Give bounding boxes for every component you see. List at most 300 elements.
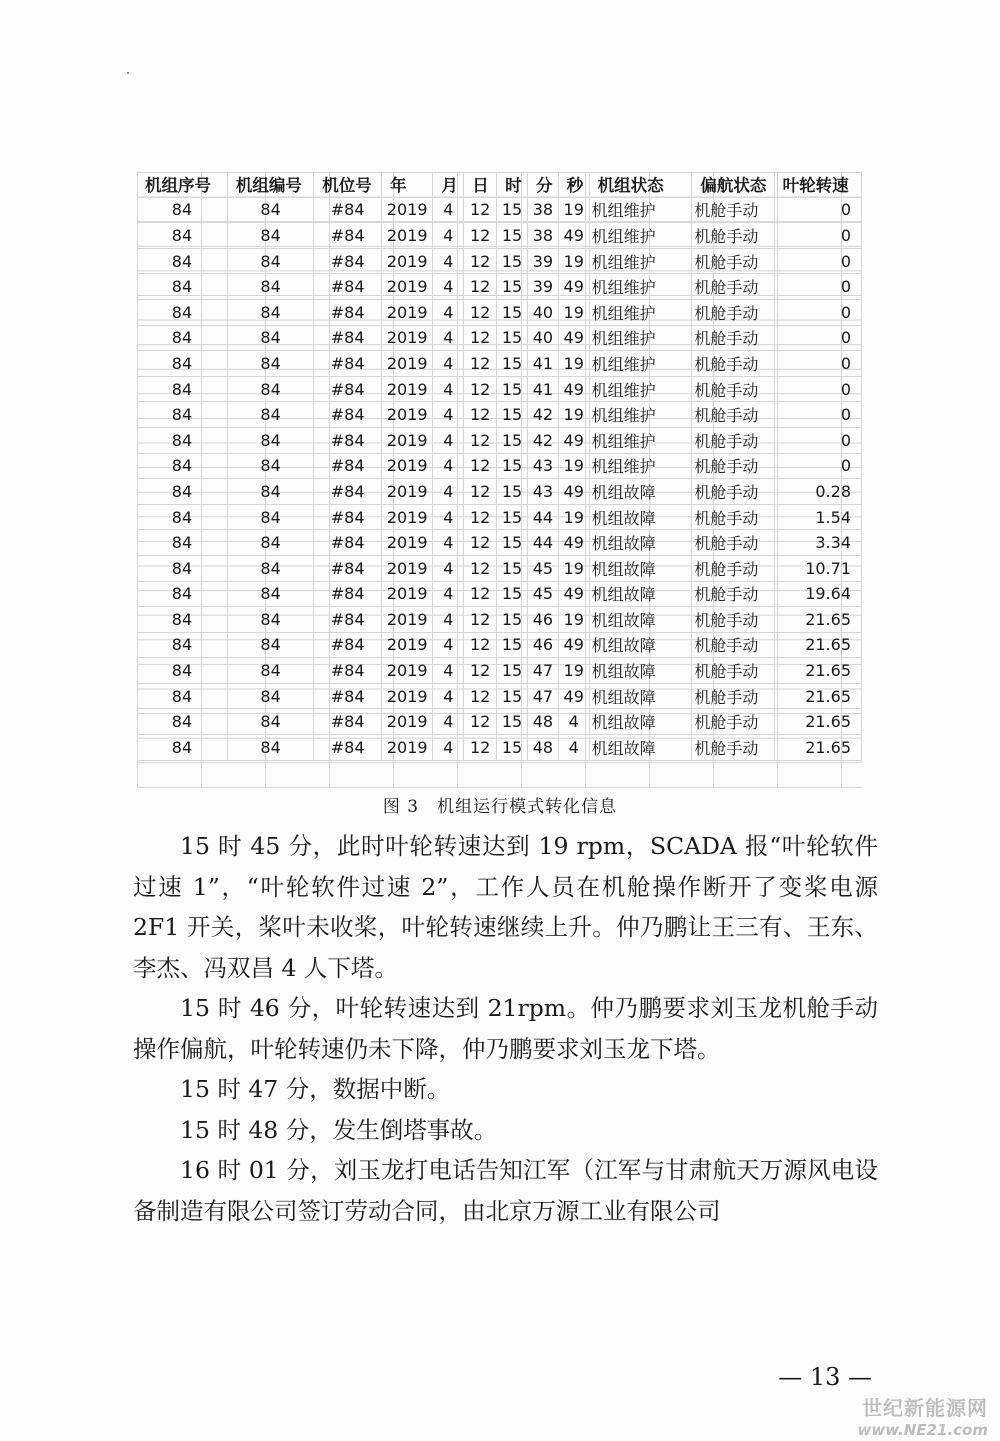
- cell-unit-code: 84: [227, 479, 313, 505]
- cell-day: 12: [464, 223, 497, 249]
- cell-second: 4: [558, 735, 589, 761]
- cell-year: 2019: [382, 658, 433, 684]
- cell-rotor-speed: 0: [774, 197, 861, 223]
- cell-rotor-speed: 0.28: [774, 479, 861, 505]
- cell-unit-status: 机组维护: [589, 223, 692, 249]
- cell-rotor-speed: 21.65: [774, 709, 861, 735]
- cell-unit-seq: 84: [137, 351, 227, 377]
- cell-second: 49: [558, 223, 589, 249]
- cell-hour: 15: [497, 274, 528, 300]
- cell-yaw-status: 机舱手动: [692, 248, 774, 274]
- cell-day: 12: [464, 248, 497, 274]
- cell-minute: 39: [527, 248, 558, 274]
- cell-unit-status: 机组维护: [589, 197, 692, 223]
- cell-year: 2019: [382, 632, 433, 658]
- header-day: 日: [464, 172, 497, 197]
- header-minute: 分: [527, 172, 558, 197]
- cell-position-no: #84: [314, 632, 382, 658]
- cell-unit-status: 机组维护: [589, 453, 692, 479]
- cell-unit-status: 机组维护: [589, 351, 692, 377]
- cell-hour: 15: [497, 709, 528, 735]
- table-row: [137, 274, 862, 300]
- cell-day: 12: [464, 709, 497, 735]
- cell-rotor-speed: 21.65: [774, 607, 861, 633]
- cell-hour: 15: [497, 351, 528, 377]
- cell-hour: 15: [497, 197, 528, 223]
- cell-hour: 15: [497, 479, 528, 505]
- cell-position-no: #84: [314, 197, 382, 223]
- cell-day: 12: [464, 632, 497, 658]
- cell-yaw-status: 机舱手动: [692, 325, 774, 351]
- cell-minute: 42: [527, 402, 558, 428]
- cell-second: 49: [558, 427, 589, 453]
- table-row: [137, 223, 862, 249]
- cell-position-no: #84: [314, 555, 382, 581]
- table-row: [137, 325, 862, 351]
- cell-month: 4: [433, 351, 464, 377]
- cell-yaw-status: 机舱手动: [692, 351, 774, 377]
- cell-position-no: #84: [314, 402, 382, 428]
- cell-year: 2019: [382, 683, 433, 709]
- table-row: [137, 248, 862, 274]
- cell-rotor-speed: 21.65: [774, 658, 861, 684]
- cell-minute: 46: [527, 607, 558, 633]
- table-header-row: [137, 172, 862, 197]
- cell-position-no: #84: [314, 658, 382, 684]
- cell-minute: 40: [527, 325, 558, 351]
- table-row: [137, 376, 862, 402]
- cell-second: 19: [558, 658, 589, 684]
- header-position-no: 机位号: [314, 172, 382, 197]
- cell-yaw-status: 机舱手动: [692, 223, 774, 249]
- cell-unit-status: 机组维护: [589, 299, 692, 325]
- data-table-grid: [137, 172, 862, 788]
- cell-unit-seq: 84: [137, 223, 227, 249]
- cell-minute: 48: [527, 709, 558, 735]
- cell-year: 2019: [382, 607, 433, 633]
- table-row: [137, 479, 862, 505]
- figure-caption: 图 3 机组运行模式转化信息: [382, 797, 618, 817]
- cell-unit-seq: 84: [137, 530, 227, 556]
- header-unit-status: 机组状态: [589, 172, 692, 197]
- cell-unit-seq: 84: [137, 427, 227, 453]
- cell-yaw-status: 机舱手动: [692, 427, 774, 453]
- cell-minute: 45: [527, 555, 558, 581]
- cell-minute: 46: [527, 632, 558, 658]
- cell-year: 2019: [382, 479, 433, 505]
- cell-unit-status: 机组维护: [589, 376, 692, 402]
- cell-rotor-speed: 0: [774, 453, 861, 479]
- cell-minute: 47: [527, 658, 558, 684]
- cell-unit-status: 机组维护: [589, 402, 692, 428]
- watermark-title: 世纪新能源网: [862, 1396, 988, 1420]
- cell-unit-seq: 84: [137, 248, 227, 274]
- header-hour: 时: [497, 172, 528, 197]
- cell-unit-code: 84: [227, 504, 313, 530]
- cell-year: 2019: [382, 530, 433, 556]
- cell-unit-code: 84: [227, 197, 313, 223]
- cell-second: 19: [558, 555, 589, 581]
- cell-minute: 41: [527, 351, 558, 377]
- cell-position-no: #84: [314, 479, 382, 505]
- table-row: [137, 607, 862, 633]
- cell-yaw-status: 机舱手动: [692, 504, 774, 530]
- paragraph-1601: 16 时 01 分，刘玉龙打电话告知江军（江军与甘肃航天万源风电设备制造有限公司签订劳动合同，由北京万源工业有限公司: [133, 1156, 878, 1225]
- cell-month: 4: [433, 223, 464, 249]
- paragraph-1545: 15 时 45 分，此时叶轮转速达到 19 rpm，SCADA 报“叶轮软件过速 1”，“叶轮软件过速 2”，工作人员在机舱操作断开了变桨电源 2F1 开关，桨叶未收桨，叶轮转速继续上升。仲乃鹏让王三有、王东、李杰、冯双昌 4 人下塔。: [133, 832, 878, 982]
- table-row: [137, 453, 862, 479]
- cell-hour: 15: [497, 402, 528, 428]
- cell-second: 49: [558, 325, 589, 351]
- cell-unit-code: 84: [227, 453, 313, 479]
- cell-unit-code: 84: [227, 351, 313, 377]
- cell-yaw-status: 机舱手动: [692, 453, 774, 479]
- cell-yaw-status: 机舱手动: [692, 555, 774, 581]
- table-row: [137, 197, 862, 223]
- cell-yaw-status: 机舱手动: [692, 530, 774, 556]
- cell-yaw-status: 机舱手动: [692, 632, 774, 658]
- cell-year: 2019: [382, 427, 433, 453]
- cell-position-no: #84: [314, 427, 382, 453]
- watermark-url: www.NE21.com: [857, 1421, 988, 1439]
- cell-month: 4: [433, 632, 464, 658]
- cell-unit-seq: 84: [137, 453, 227, 479]
- table-row: [137, 555, 862, 581]
- cell-unit-status: 机组故障: [589, 658, 692, 684]
- table-row: [137, 299, 862, 325]
- cell-unit-status: 机组维护: [589, 274, 692, 300]
- cell-month: 4: [433, 376, 464, 402]
- cell-day: 12: [464, 274, 497, 300]
- cell-unit-seq: 84: [137, 632, 227, 658]
- cell-unit-seq: 84: [137, 709, 227, 735]
- cell-hour: 15: [497, 607, 528, 633]
- cell-month: 4: [433, 504, 464, 530]
- cell-year: 2019: [382, 504, 433, 530]
- cell-yaw-status: 机舱手动: [692, 607, 774, 633]
- cell-month: 4: [433, 453, 464, 479]
- cell-unit-seq: 84: [137, 376, 227, 402]
- page-number: — 13 —: [778, 1363, 872, 1391]
- cell-month: 4: [433, 402, 464, 428]
- cell-hour: 15: [497, 248, 528, 274]
- cell-yaw-status: 机舱手动: [692, 197, 774, 223]
- cell-month: 4: [433, 197, 464, 223]
- cell-yaw-status: 机舱手动: [692, 683, 774, 709]
- cell-unit-code: 84: [227, 709, 313, 735]
- cell-unit-seq: 84: [137, 325, 227, 351]
- cell-day: 12: [464, 376, 497, 402]
- cell-second: 49: [558, 530, 589, 556]
- cell-position-no: #84: [314, 274, 382, 300]
- cell-hour: 15: [497, 581, 528, 607]
- cell-year: 2019: [382, 325, 433, 351]
- cell-month: 4: [433, 683, 464, 709]
- cell-minute: 44: [527, 530, 558, 556]
- cell-year: 2019: [382, 709, 433, 735]
- header-rotor-speed: 叶轮转速: [774, 172, 861, 197]
- paragraph-1547: 15 时 47 分，数据中断。: [180, 1075, 451, 1103]
- cell-unit-status: 机组维护: [589, 427, 692, 453]
- cell-hour: 15: [497, 555, 528, 581]
- cell-unit-seq: 84: [137, 658, 227, 684]
- cell-unit-seq: 84: [137, 402, 227, 428]
- cell-second: 19: [558, 504, 589, 530]
- cell-day: 12: [464, 683, 497, 709]
- cell-second: 19: [558, 607, 589, 633]
- cell-second: 49: [558, 274, 589, 300]
- cell-year: 2019: [382, 581, 433, 607]
- cell-day: 12: [464, 658, 497, 684]
- cell-rotor-speed: 21.65: [774, 632, 861, 658]
- site-watermark: [857, 1392, 988, 1439]
- cell-rotor-speed: 0: [774, 299, 861, 325]
- cell-unit-seq: 84: [137, 555, 227, 581]
- cell-unit-code: 84: [227, 658, 313, 684]
- paragraph-1546: 15 时 46 分，叶轮转速达到 21rpm。仲乃鹏要求刘玉龙机舱手动操作偏航，叶轮转速仍未下降，仲乃鹏要求刘玉龙下塔。: [133, 994, 878, 1063]
- cell-rotor-speed: 0: [774, 325, 861, 351]
- cell-unit-code: 84: [227, 555, 313, 581]
- cell-yaw-status: 机舱手动: [692, 581, 774, 607]
- cell-yaw-status: 机舱手动: [692, 274, 774, 300]
- cell-minute: 42: [527, 427, 558, 453]
- cell-unit-code: 84: [227, 427, 313, 453]
- table-row: [137, 530, 862, 556]
- cell-unit-code: 84: [227, 402, 313, 428]
- cell-day: 12: [464, 530, 497, 556]
- cell-minute: 43: [527, 453, 558, 479]
- cell-rotor-speed: 0: [774, 248, 861, 274]
- cell-year: 2019: [382, 555, 433, 581]
- cell-month: 4: [433, 581, 464, 607]
- table-row: [137, 735, 862, 761]
- cell-rotor-speed: 0: [774, 402, 861, 428]
- cell-minute: 38: [527, 197, 558, 223]
- cell-rotor-speed: 0: [774, 223, 861, 249]
- cell-unit-seq: 84: [137, 581, 227, 607]
- table-row: [137, 351, 862, 377]
- table-row: [137, 709, 862, 735]
- cell-unit-code: 84: [227, 683, 313, 709]
- cell-unit-seq: 84: [137, 504, 227, 530]
- cell-hour: 15: [497, 504, 528, 530]
- cell-unit-code: 84: [227, 376, 313, 402]
- cell-minute: 44: [527, 504, 558, 530]
- cell-position-no: #84: [314, 735, 382, 761]
- cell-rotor-speed: 10.71: [774, 555, 861, 581]
- cell-second: 49: [558, 683, 589, 709]
- cell-day: 12: [464, 427, 497, 453]
- cell-minute: 40: [527, 299, 558, 325]
- cell-position-no: #84: [314, 581, 382, 607]
- cell-hour: 15: [497, 223, 528, 249]
- cell-second: 19: [558, 351, 589, 377]
- header-year: 年: [382, 172, 433, 197]
- cell-unit-status: 机组故障: [589, 632, 692, 658]
- cell-second: 49: [558, 479, 589, 505]
- cell-minute: 48: [527, 735, 558, 761]
- cell-unit-code: 84: [227, 632, 313, 658]
- cell-day: 12: [464, 453, 497, 479]
- cell-hour: 15: [497, 735, 528, 761]
- cell-unit-seq: 84: [137, 274, 227, 300]
- cell-rotor-speed: 0: [774, 427, 861, 453]
- cell-hour: 15: [497, 683, 528, 709]
- cell-day: 12: [464, 325, 497, 351]
- cell-second: 4: [558, 709, 589, 735]
- cell-position-no: #84: [314, 299, 382, 325]
- cell-day: 12: [464, 735, 497, 761]
- cell-month: 4: [433, 248, 464, 274]
- cell-month: 4: [433, 709, 464, 735]
- unit-status-table: [137, 172, 862, 761]
- cell-rotor-speed: 21.65: [774, 735, 861, 761]
- cell-unit-status: 机组故障: [589, 479, 692, 505]
- cell-second: 49: [558, 581, 589, 607]
- cell-unit-status: 机组故障: [589, 683, 692, 709]
- cell-year: 2019: [382, 351, 433, 377]
- cell-unit-status: 机组故障: [589, 709, 692, 735]
- table-row: [137, 402, 862, 428]
- cell-minute: 47: [527, 683, 558, 709]
- cell-minute: 39: [527, 274, 558, 300]
- header-second: 秒: [558, 172, 589, 197]
- cell-position-no: #84: [314, 248, 382, 274]
- cell-rotor-speed: 19.64: [774, 581, 861, 607]
- cell-hour: 15: [497, 530, 528, 556]
- cell-position-no: #84: [314, 351, 382, 377]
- cell-unit-code: 84: [227, 735, 313, 761]
- body-text: [133, 826, 878, 1231]
- cell-hour: 15: [497, 376, 528, 402]
- cell-second: 49: [558, 376, 589, 402]
- cell-unit-status: 机组故障: [589, 607, 692, 633]
- cell-second: 19: [558, 453, 589, 479]
- scan-speck: [127, 72, 129, 74]
- cell-position-no: #84: [314, 683, 382, 709]
- cell-minute: 41: [527, 376, 558, 402]
- table-row: [137, 581, 862, 607]
- cell-day: 12: [464, 555, 497, 581]
- cell-second: 19: [558, 248, 589, 274]
- cell-month: 4: [433, 325, 464, 351]
- cell-unit-seq: 84: [137, 299, 227, 325]
- cell-day: 12: [464, 299, 497, 325]
- cell-year: 2019: [382, 223, 433, 249]
- cell-rotor-speed: 0: [774, 376, 861, 402]
- cell-month: 4: [433, 274, 464, 300]
- cell-minute: 45: [527, 581, 558, 607]
- cell-yaw-status: 机舱手动: [692, 299, 774, 325]
- cell-day: 12: [464, 607, 497, 633]
- cell-position-no: #84: [314, 607, 382, 633]
- cell-month: 4: [433, 658, 464, 684]
- cell-unit-status: 机组维护: [589, 325, 692, 351]
- cell-yaw-status: 机舱手动: [692, 658, 774, 684]
- cell-rotor-speed: 3.34: [774, 530, 861, 556]
- header-month: 月: [433, 172, 464, 197]
- cell-hour: 15: [497, 632, 528, 658]
- cell-position-no: #84: [314, 325, 382, 351]
- cell-year: 2019: [382, 453, 433, 479]
- cell-position-no: #84: [314, 453, 382, 479]
- header-unit-seq: 机组序号: [137, 172, 227, 197]
- cell-unit-status: 机组故障: [589, 504, 692, 530]
- cell-year: 2019: [382, 735, 433, 761]
- cell-day: 12: [464, 479, 497, 505]
- cell-day: 12: [464, 504, 497, 530]
- cell-yaw-status: 机舱手动: [692, 402, 774, 428]
- cell-unit-code: 84: [227, 299, 313, 325]
- cell-unit-code: 84: [227, 223, 313, 249]
- cell-month: 4: [433, 299, 464, 325]
- cell-year: 2019: [382, 197, 433, 223]
- cell-hour: 15: [497, 427, 528, 453]
- cell-second: 19: [558, 299, 589, 325]
- cell-position-no: #84: [314, 504, 382, 530]
- cell-unit-code: 84: [227, 274, 313, 300]
- cell-rotor-speed: 1.54: [774, 504, 861, 530]
- cell-unit-status: 机组故障: [589, 530, 692, 556]
- cell-unit-status: 机组故障: [589, 555, 692, 581]
- cell-hour: 15: [497, 325, 528, 351]
- cell-day: 12: [464, 581, 497, 607]
- cell-minute: 38: [527, 223, 558, 249]
- cell-unit-code: 84: [227, 607, 313, 633]
- cell-unit-seq: 84: [137, 683, 227, 709]
- table-row: [137, 658, 862, 684]
- header-yaw-status: 偏航状态: [692, 172, 774, 197]
- cell-month: 4: [433, 607, 464, 633]
- cell-rotor-speed: 0: [774, 274, 861, 300]
- cell-unit-code: 84: [227, 530, 313, 556]
- cell-rotor-speed: 0: [774, 351, 861, 377]
- cell-day: 12: [464, 351, 497, 377]
- cell-second: 19: [558, 402, 589, 428]
- cell-unit-seq: 84: [137, 197, 227, 223]
- cell-position-no: #84: [314, 530, 382, 556]
- cell-unit-seq: 84: [137, 735, 227, 761]
- cell-unit-status: 机组故障: [589, 581, 692, 607]
- table-row: [137, 683, 862, 709]
- cell-hour: 15: [497, 658, 528, 684]
- paragraph-1548: 15 时 48 分，发生倒塔事故。: [180, 1115, 498, 1144]
- cell-rotor-speed: 21.65: [774, 683, 861, 709]
- cell-minute: 43: [527, 479, 558, 505]
- cell-unit-code: 84: [227, 581, 313, 607]
- cell-yaw-status: 机舱手动: [692, 376, 774, 402]
- cell-unit-status: 机组故障: [589, 735, 692, 761]
- cell-unit-seq: 84: [137, 479, 227, 505]
- cell-position-no: #84: [314, 223, 382, 249]
- header-unit-code: 机组编号: [227, 172, 313, 197]
- table-row: [137, 632, 862, 658]
- table-body: [137, 197, 862, 760]
- cell-unit-seq: 84: [137, 607, 227, 633]
- cell-position-no: #84: [314, 709, 382, 735]
- cell-unit-code: 84: [227, 248, 313, 274]
- table-row: [137, 427, 862, 453]
- cell-second: 49: [558, 632, 589, 658]
- cell-yaw-status: 机舱手动: [692, 709, 774, 735]
- cell-yaw-status: 机舱手动: [692, 735, 774, 761]
- cell-month: 4: [433, 555, 464, 581]
- cell-month: 4: [433, 427, 464, 453]
- cell-month: 4: [433, 530, 464, 556]
- cell-unit-code: 84: [227, 325, 313, 351]
- cell-hour: 15: [497, 453, 528, 479]
- cell-month: 4: [433, 735, 464, 761]
